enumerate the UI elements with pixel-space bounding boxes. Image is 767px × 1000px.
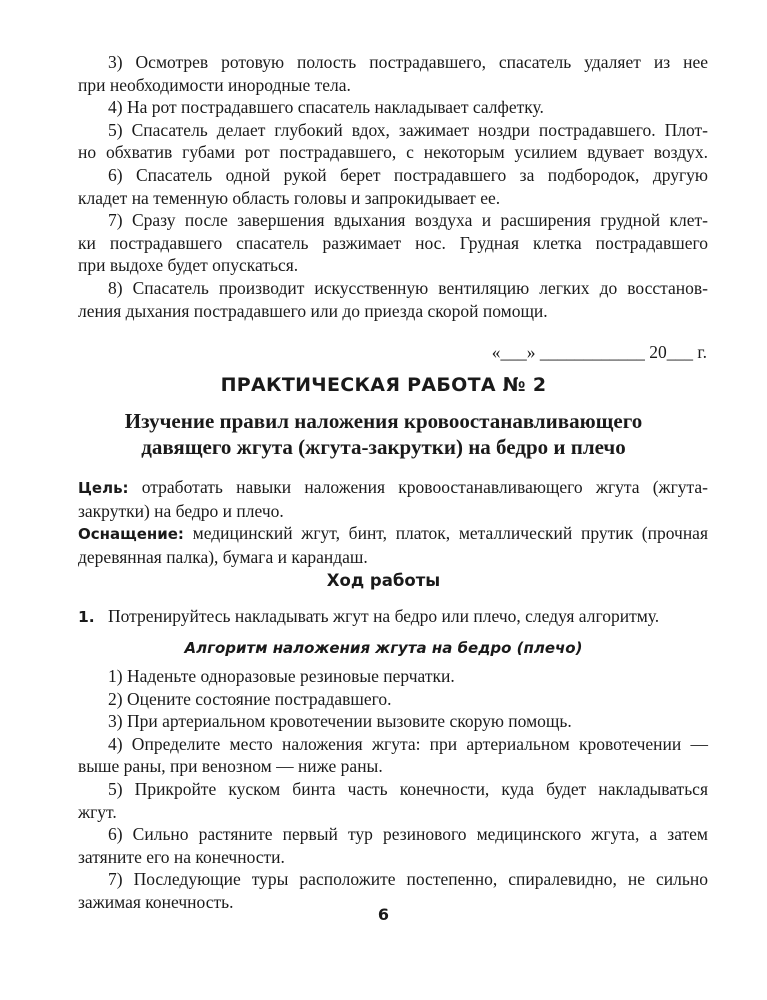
step-4: 4) На рот пострадавшего спасатель накладывает салфетку. xyxy=(108,97,544,118)
equipment-label: Оснащение: xyxy=(78,525,184,544)
step-7: 7) Сразу после завершения вдыхания воздуха и расширения грудной клет- ки пострадавшего спасатель разжимает нос. Грудная клетка пострадавшего при выдохе будет опускаться. xyxy=(78,210,708,276)
goal-label: Цель: xyxy=(78,479,129,497)
algorithm-steps xyxy=(78,665,708,914)
alg-step: 3) При артериальном кровотечении вызовите скорую помощь. xyxy=(108,711,572,732)
goal-section: Цель: отработать навыки наложения кровоостанавливающего жгута (жгута- закрутки) на бедро и плечо. Оснащение: медицинский жгут, бинт, платок, металлический прутик (прочная деревянная палка), бумага и карандаш. xyxy=(78,477,709,567)
page-subtitle: Изучение правил наложения кровоостанавливающего давящего жгута (жгута-закрутки) на бедро и плечо xyxy=(124,409,643,459)
alg-step: 2) Оцените состояние пострадавшего. xyxy=(108,688,392,709)
alg-step: 6) Сильно растяните первый тур резинового медицинского жгута, а затем затяните его на конечности. xyxy=(78,824,708,867)
step-5: 5) Спасатель делает глубокий вдох, зажимает ноздри пострадавшего. Плот- но обхватив губами рот пострадавшего, с некоторым усилием вдувает воздух. xyxy=(78,119,708,163)
task-1: 1. Потренируйтесь накладывать жгут на бедро или плечо, следуя алгоритму. xyxy=(78,606,660,626)
page-number: 6 xyxy=(377,905,390,924)
step-6: 6) Спасатель одной рукой берет пострадавшего за подбородок, другую кладет на теменную область головы и запрокидывает ее. xyxy=(78,164,708,208)
step-3: 3) Осмотрев ротовую полость пострадавшего, спасатель удаляет из нее при необходимости инородные тела. xyxy=(78,52,708,95)
instructions-continued xyxy=(78,51,708,322)
algorithm-title: Алгоритм наложения жгута на бедро (плечо) xyxy=(184,639,583,657)
procedure-heading: Ход работы xyxy=(326,571,441,590)
page-title: ПРАКТИЧЕСКАЯ РАБОТА № 2 xyxy=(220,374,547,396)
step-8: 8) Спасатель производит искусственную вентиляцию легких до восстанов- ления дыхания пострадавшего или до приезда скорой помощи. xyxy=(78,277,708,321)
alg-step: 7) Последующие туры расположите постепенно, спиралевидно, не сильно зажимая конечность. xyxy=(78,869,708,912)
alg-step: 5) Прикройте куском бинта часть конечности, куда будет накладываться жгут. xyxy=(78,778,708,822)
alg-step: 1) Наденьте одноразовые резиновые перчатки. xyxy=(108,666,455,686)
alg-step: 4) Определите место наложения жгута: при артериальном кровотечении — выше раны, при венозном — ниже раны. xyxy=(78,733,708,777)
date-line: «___» ____________ 20___ г. xyxy=(491,342,707,362)
